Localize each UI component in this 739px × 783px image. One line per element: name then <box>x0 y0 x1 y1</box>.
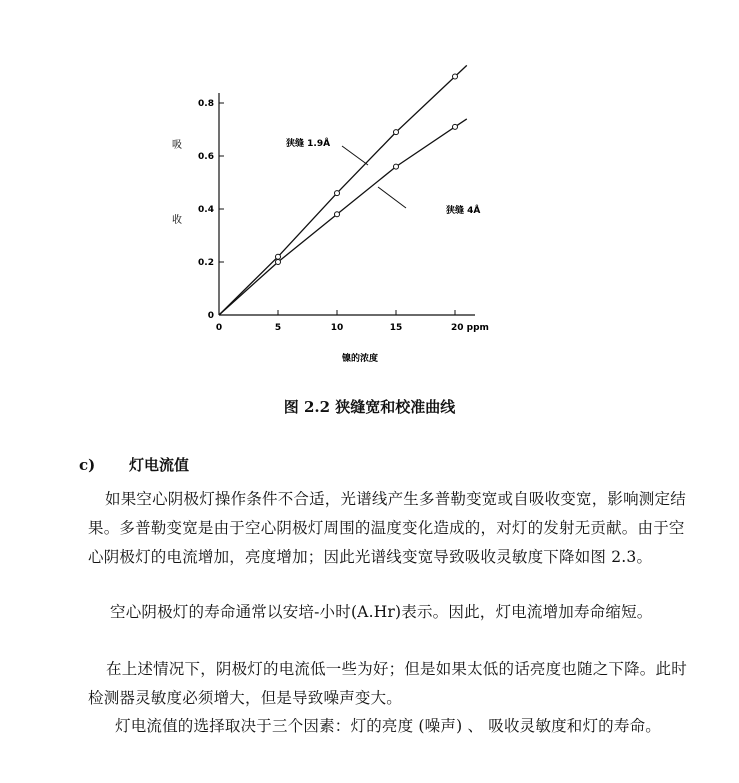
y-tick-label: 0.6 <box>198 152 214 162</box>
series-label-2: 狭缝 4Å <box>446 206 481 216</box>
leader-line-1 <box>342 146 368 165</box>
section-number: c) <box>79 456 96 474</box>
x-tick-label: 0 <box>215 323 223 333</box>
x-tick-label: 10 <box>330 323 344 333</box>
series-1-point <box>335 191 340 196</box>
y-axis-label-char-2: 收 <box>172 215 182 226</box>
paragraph-1: 如果空心阴极灯操作条件不合适，光谱线产生多普勒变宽或自吸收变宽，影响测定结果。多普勒变宽是由于空心阴极灯周围的温度变化造成的，对灯的发射无贡献。由于空心阴极灯的电流增加，亮度增加；因此光谱线变宽导致吸收灵敏度下降如图 2.3。 <box>88 490 686 566</box>
y-tick-label: 0.8 <box>198 99 214 109</box>
series-1-point <box>276 254 281 259</box>
x-tick-label: 15 <box>389 323 403 333</box>
series-2-point <box>276 260 281 265</box>
y-tick-label: 0.2 <box>198 258 214 268</box>
x-axis-label: 镍的浓度 <box>341 354 379 364</box>
y-tick-label: 0.4 <box>198 205 214 215</box>
leader-line-2 <box>378 187 406 208</box>
series-1-point <box>453 74 458 79</box>
y-axis-label-char-1: 吸 <box>172 140 182 151</box>
series-2-point <box>394 164 399 169</box>
x-tick-label: 5 <box>274 323 282 333</box>
series-2-point <box>335 212 340 217</box>
series-label-1: 狭缝 1.9Å <box>286 139 331 149</box>
paragraph-4: 灯电流值的选择取决于三个因素：灯的亮度 (噪声) 、 吸收灵敏度和灯的寿命。 <box>115 717 661 735</box>
y-tick-label: 0 <box>207 311 214 321</box>
paragraph-3: 在上述情况下，阴极灯的电流低一些为好；但是如果太低的话亮度也随之下降。此时检测器灵敏度必须增大，但是导致噪声变大。 <box>88 660 687 707</box>
x-tick-label: 20 ppm <box>451 323 489 333</box>
figure-caption: 图 2.2 狭缝宽和校准曲线 <box>283 398 456 416</box>
calibration-chart <box>0 0 739 380</box>
section-heading <box>79 454 189 475</box>
series-line-2 <box>219 127 455 315</box>
section-title: 灯电流值 <box>129 456 190 474</box>
paragraph-2: 空心阴极灯的寿命通常以安培-小时(A.Hr)表示。因此，灯电流增加寿命缩短。 <box>110 603 653 621</box>
chart-axes <box>219 93 475 315</box>
chart-series <box>219 65 467 315</box>
series-2-point <box>453 124 458 129</box>
series-1-point <box>394 130 399 135</box>
